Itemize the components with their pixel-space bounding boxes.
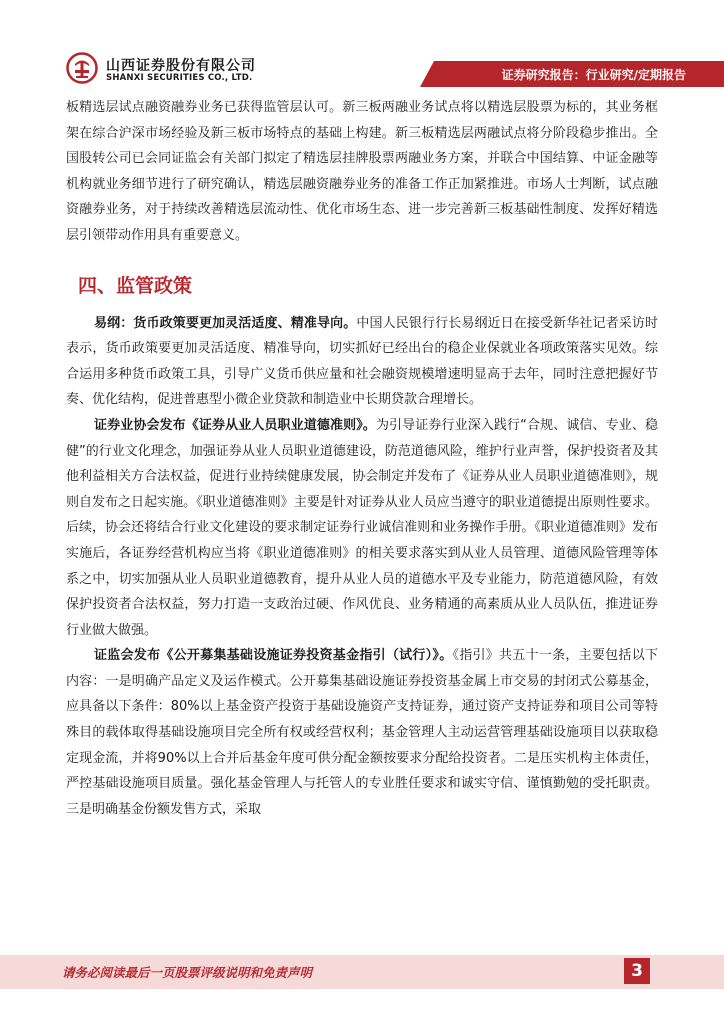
news-item-reits-guideline — [66, 643, 658, 822]
disclaimer-text: 请务必阅读最后一页股票评级说明和免责声明 — [62, 965, 313, 980]
news-item-lead: 易纲：货币政策要更加灵活适度、精准导向。 — [94, 315, 357, 331]
company-name-cn: 山西证券股份有限公司 — [106, 58, 256, 74]
company-logo-icon — [66, 52, 98, 84]
news-item-lead: 证券业协会发布《证券从业人员职业道德准则》。 — [94, 417, 376, 433]
news-item-monetary-policy — [66, 311, 658, 413]
news-item-text: 《指引》共五十一条，主要包括以下内容：一是明确产品定义及运作模式。公开募集基础设施证券投资基金属上市交易的封闭式公募基金，应具备以下条件：80%以上基金资产投资于基础设施资产支持证券，通过资产支持证券和项目公司等特殊目的载体取得基础设施项目完全所有权或经营权利；基金管理人主动运营管理基础设施项目以获取稳定现金流，并将90%以上合并后基金年度可供分配金额按要求分配给投资者。二是压实机构主体责任，严控基础设施项目质量。强化基金管理人与托管人的专业胜任要求和诚实守信、谨慎勤勉的受托职责。三是明确基金份额发售方式，采取 — [66, 648, 658, 817]
news-item-lead: 证监会发布《公开募集基础设施证券投资基金指引（试行）》。 — [94, 648, 453, 664]
main-content — [66, 95, 658, 822]
section-title: 四、监管政策 — [78, 274, 193, 297]
news-item-text: 中国人民银行行长易纲近日在接受新华社记者采访时表示，货币政策要更加灵活适度、精准导向，切实抓好已经出台的稳企业保就业各项政策落实见效。综合运用多种货币政策工具，引导广义货币供应量和社会融资规模增速明显高于去年，同时注意把握好节奏、优化结构，促进普惠型小微企业贷款和制造业中长期贷款合理增长。 — [66, 315, 658, 408]
page-header — [0, 0, 724, 96]
report-type-label: 证券研究报告：行业研究/定期报告 — [501, 68, 686, 82]
intro-paragraph: 板精选层试点融资融券业务已获得监管层认可。新三板两融业务试点将以精选层股票为标的，其业务框架在综合沪深市场经验及新三板市场特点的基础上构建。新三板精选层两融试点将分阶段稳步推出。全国股转公司已会同证监会有关部门拟定了精选层挂牌股票两融业务方案，并联合中国结算、中证金融等机构就业务细节进行了研究确认，精选层融资融券业务的准备工作正加紧推进。市场人士判断，试点融资融券业务，对于持续改善精选层流动性、优化市场生态、进一步完善新三板基础性制度、发挥好精选层引领带动作用具有重要意义。 — [66, 100, 658, 243]
page-number: 3 — [624, 958, 650, 984]
company-name-en: SHANXI SECURITIES CO., LTD. — [106, 73, 253, 83]
news-item-ethics-code — [66, 413, 658, 643]
news-item-text: 为引导证券行业深入践行“合规、诚信、专业、稳健”的行业文化理念，加强证券从业人员职业道德建设，防范道德风险，维护行业声誉，保护投资者及其他利益相关方合法权益，促进行业持续健康发展，协会制定并发布了《证券从业人员职业道德准则》，规则自发布之日起实施。《职业道德准则》主要是针对证券从业人员应当遵守的职业道德提出原则性要求。后续，协会还将结合行业文化建设的要求制定证券行业诚信准则和业务操作手册。《职业道德准则》发布实施后，各证券经营机构应当将《职业道德准则》的相关要求落实到从业人员管理、道德风险管理等体系之中，切实加强从业人员职业道德教育，提升从业人员的道德水平及专业能力，防范道德风险，有效保护投资者合法权益，努力打造一支政治过硬、作风优良、业务精通的高素质从业人员队伍，推进证券行业做大做强。 — [66, 417, 658, 638]
